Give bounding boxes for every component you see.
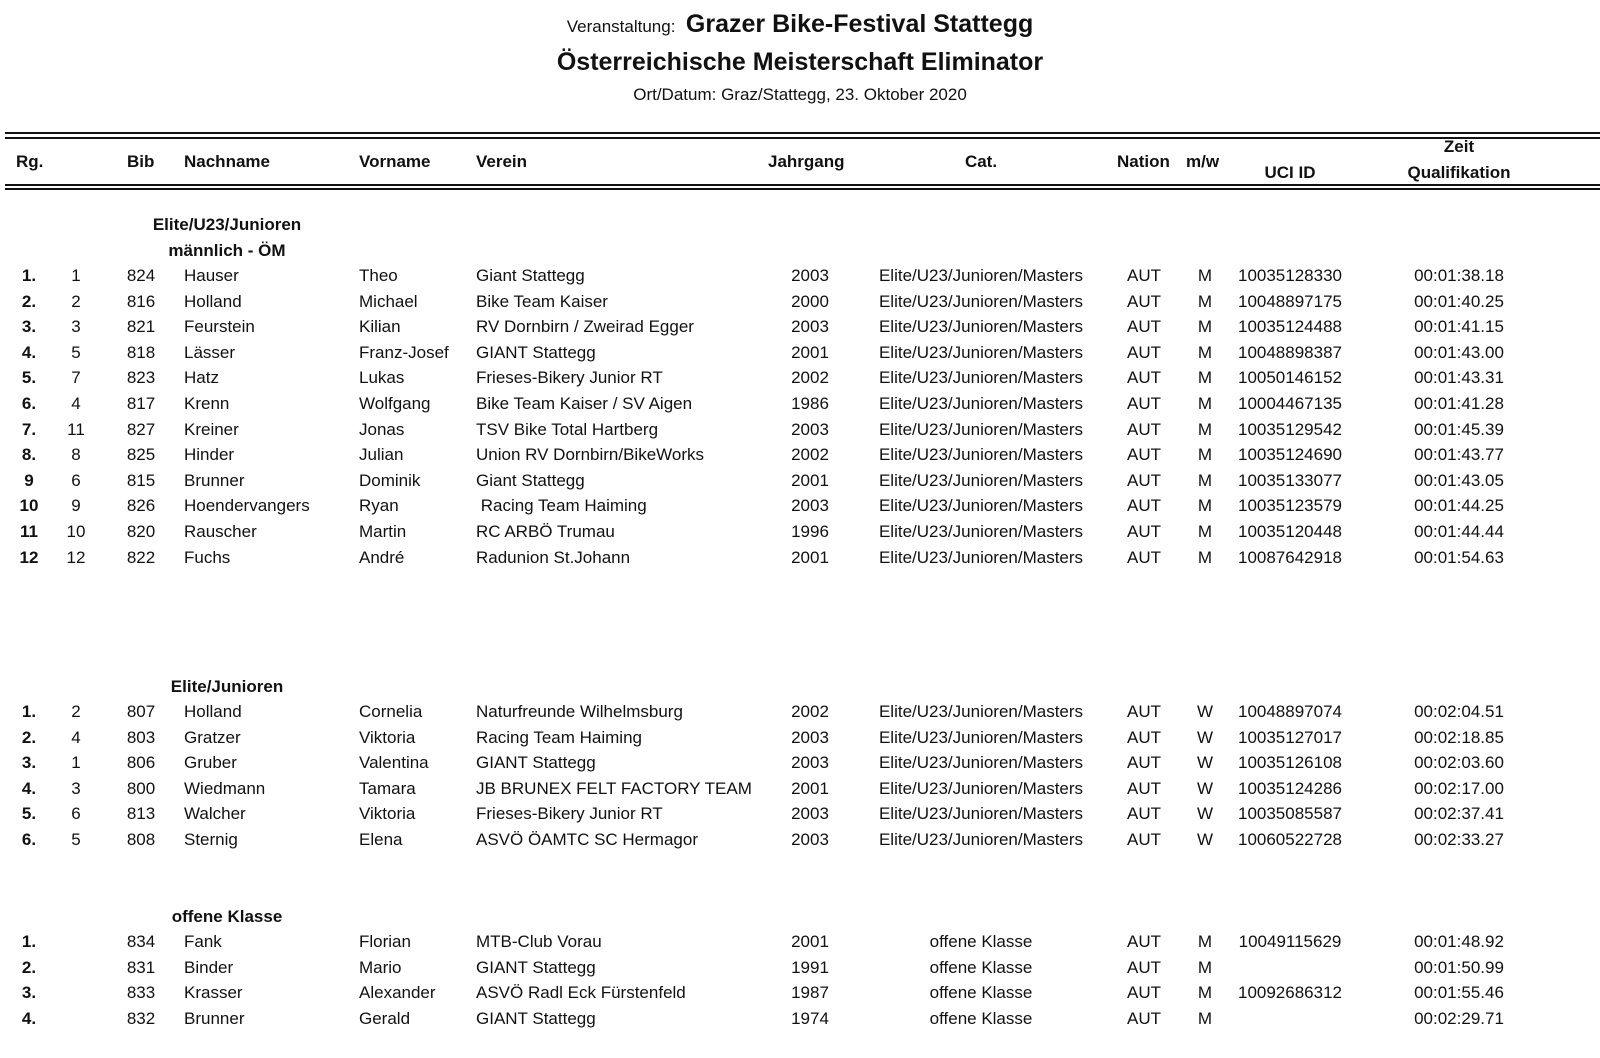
- result-rank: 6.: [21, 830, 37, 849]
- result-bib: 803: [126, 727, 156, 747]
- result-nation: AUT: [1127, 496, 1161, 516]
- result-last: Fank: [184, 932, 222, 951]
- result-time: 00:01:40.25: [1414, 291, 1504, 311]
- result-year: 1996: [791, 522, 829, 541]
- result-mw: M: [1197, 419, 1213, 439]
- event-name: Grazer Bike-Festival Stattegg: [685, 10, 1034, 38]
- result-club: Union RV Dornbirn/BikeWorks: [476, 445, 705, 465]
- result-last: Brunner: [184, 1008, 245, 1028]
- result-last: Holland: [184, 291, 242, 311]
- result-club: Bike Team Kaiser / SV Aigen: [476, 394, 693, 413]
- result-time: 00:01:38.18: [1414, 266, 1504, 285]
- result-club: TSV Bike Total Hartberg: [476, 419, 659, 439]
- result-year: 2003: [791, 753, 829, 773]
- result-cat: Elite/U23/Junioren/Masters: [878, 445, 1084, 465]
- result-club: Bike Team Kaiser: [476, 291, 608, 311]
- result-uci: 10035085587: [1237, 804, 1343, 824]
- result-year: 2003: [791, 727, 829, 747]
- result-uci: 10050146152: [1237, 368, 1343, 388]
- result-mw: M: [1197, 932, 1213, 951]
- result-bib: 832: [126, 1008, 156, 1028]
- result-year: 2003: [791, 317, 829, 337]
- result-start: 6: [71, 804, 81, 824]
- result-year: 1987: [791, 983, 829, 1003]
- result-rank: 6.: [21, 394, 37, 413]
- result-year: 2003: [791, 830, 829, 849]
- result-cat: Elite/U23/Junioren/Masters: [878, 496, 1084, 516]
- result-time: 00:02:18.85: [1414, 727, 1504, 747]
- result-year: 2003: [791, 266, 829, 285]
- result-cat: Elite/U23/Junioren/Masters: [878, 753, 1084, 773]
- result-uci: 10048897175: [1237, 291, 1343, 311]
- result-nation: AUT: [1127, 291, 1161, 311]
- page-subtitle: Österreichische Meisterschaft Eliminator: [556, 48, 1044, 76]
- result-last: Krenn: [184, 394, 230, 413]
- result-rank: 5.: [21, 804, 37, 824]
- result-bib: 827: [126, 419, 156, 439]
- result-cat: Elite/U23/Junioren/Masters: [878, 778, 1084, 798]
- result-year: 2003: [791, 496, 829, 516]
- result-uci: 10060522728: [1237, 830, 1343, 849]
- col-time-line1: Zeit: [1443, 137, 1475, 156]
- result-nation: AUT: [1127, 702, 1161, 721]
- header-rule-top-1: [5, 132, 1600, 134]
- result-time: 00:01:48.92: [1414, 932, 1504, 951]
- result-start: 7: [71, 368, 81, 388]
- result-club: Radunion St.Johann: [476, 547, 631, 567]
- result-year: 1991: [791, 957, 829, 977]
- result-club: Naturfreunde Wilhelmsburg: [476, 702, 683, 721]
- result-bib: 823: [126, 368, 156, 388]
- result-last: Sternig: [184, 830, 238, 849]
- result-uci: 10035129542: [1237, 419, 1343, 439]
- result-cat: Elite/U23/Junioren/Masters: [878, 317, 1084, 337]
- result-mw: M: [1197, 983, 1213, 1003]
- result-time: 00:01:43.05: [1414, 470, 1504, 490]
- result-uci: 10048898387: [1237, 342, 1343, 362]
- result-nation: AUT: [1127, 1008, 1161, 1028]
- result-last: Fuchs: [184, 547, 231, 567]
- result-club: MTB-Club Vorau: [476, 932, 602, 951]
- result-rank: 12: [19, 547, 39, 567]
- result-first: Tamara: [359, 778, 416, 798]
- result-uci: 10035133077: [1237, 470, 1343, 490]
- result-start: 3: [71, 317, 81, 337]
- result-year: 2003: [791, 804, 829, 824]
- result-nation: AUT: [1127, 932, 1161, 951]
- result-rank: 3.: [21, 983, 37, 1003]
- result-rank: 1.: [21, 702, 37, 721]
- result-last: Gratzer: [184, 727, 241, 747]
- result-start: 4: [71, 394, 81, 413]
- result-cat: Elite/U23/Junioren/Masters: [878, 702, 1084, 721]
- result-bib: 818: [126, 342, 156, 362]
- result-uci: 10092686312: [1237, 983, 1343, 1003]
- result-mw: M: [1197, 496, 1213, 516]
- col-gender: m/w: [1186, 152, 1220, 171]
- header-rule-top-2: [5, 137, 1600, 139]
- result-mw: M: [1197, 291, 1213, 311]
- result-nation: AUT: [1127, 266, 1161, 285]
- result-time: 00:01:45.39: [1414, 419, 1504, 439]
- result-first: Valentina: [359, 753, 429, 773]
- result-last: Hoendervangers: [184, 496, 310, 516]
- col-uci-id: UCI ID: [1264, 163, 1316, 182]
- result-mw: M: [1197, 266, 1213, 285]
- result-last: Krasser: [184, 983, 243, 1003]
- result-rank: 2.: [21, 957, 37, 977]
- result-club: ASVÖ ÖAMTC SC Hermagor: [476, 830, 698, 849]
- result-club: GIANT Stattegg: [476, 753, 596, 773]
- location-date: Ort/Datum: Graz/Stattegg, 23. Oktober 2020: [633, 85, 967, 104]
- result-rank: 3.: [21, 317, 37, 337]
- result-last: Kreiner: [184, 419, 239, 439]
- result-first: Kilian: [359, 317, 401, 337]
- result-year: 2001: [791, 778, 829, 798]
- result-bib: 826: [126, 496, 156, 516]
- result-mw: M: [1197, 445, 1213, 465]
- result-bib: 808: [126, 830, 156, 849]
- result-start: 1: [71, 753, 81, 773]
- col-nation: Nation: [1117, 152, 1170, 171]
- result-rank: 2.: [21, 291, 37, 311]
- result-start: 3: [71, 778, 81, 798]
- result-rank: 3.: [21, 753, 37, 773]
- result-last: Brunner: [184, 470, 245, 490]
- section-title-line: männlich - ÖM: [168, 241, 286, 260]
- result-cat: Elite/U23/Junioren/Masters: [878, 394, 1084, 413]
- section-title: [172, 904, 283, 930]
- result-cat: Elite/U23/Junioren/Masters: [878, 368, 1084, 388]
- result-club: GIANT Stattegg: [476, 957, 596, 977]
- result-start: 6: [71, 470, 81, 490]
- result-first: Alexander: [359, 983, 436, 1003]
- result-first: Ryan: [359, 496, 399, 516]
- result-year: 2002: [791, 445, 829, 465]
- event-heading: [0, 10, 1600, 39]
- result-club: Frieses-Bikery Junior RT: [476, 804, 663, 824]
- result-uci: 10035126108: [1237, 753, 1343, 773]
- result-time: 00:01:43.77: [1414, 445, 1504, 465]
- result-time: 00:02:17.00: [1414, 778, 1504, 798]
- result-cat: Elite/U23/Junioren/Masters: [878, 419, 1084, 439]
- result-last: Holland: [184, 702, 242, 721]
- result-club: Frieses-Bikery Junior RT: [476, 368, 663, 388]
- col-firstname: Vorname: [359, 152, 431, 171]
- result-start: 11: [67, 419, 85, 439]
- result-bib: 824: [126, 266, 156, 285]
- result-club: RC ARBÖ Trumau: [476, 522, 615, 541]
- result-start: 10: [66, 522, 86, 541]
- result-cat: offene Klasse: [929, 1008, 1033, 1028]
- result-time: 00:02:03.60: [1414, 753, 1504, 773]
- result-bib: 834: [126, 932, 156, 951]
- result-cat: Elite/U23/Junioren/Masters: [878, 830, 1084, 849]
- result-mw: W: [1196, 702, 1214, 721]
- result-cat: Elite/U23/Junioren/Masters: [878, 266, 1084, 285]
- section-title: [153, 212, 301, 264]
- result-first: Michael: [359, 291, 418, 311]
- result-time: 00:01:41.15: [1414, 317, 1504, 337]
- result-bib: 822: [126, 547, 156, 567]
- result-nation: AUT: [1127, 547, 1161, 567]
- result-time: 00:01:43.31: [1414, 368, 1504, 388]
- result-cat: Elite/U23/Junioren/Masters: [878, 522, 1084, 541]
- result-first: Jonas: [359, 419, 405, 439]
- result-start: 5: [71, 342, 81, 362]
- result-first: Julian: [359, 445, 404, 465]
- result-nation: AUT: [1127, 804, 1161, 824]
- result-nation: AUT: [1127, 727, 1161, 747]
- result-uci: 10048897074: [1237, 702, 1343, 721]
- result-club: Giant Stattegg: [476, 266, 585, 285]
- result-rank: 10: [19, 496, 39, 516]
- result-mw: W: [1196, 753, 1214, 773]
- section-title-line: offene Klasse: [171, 907, 283, 926]
- result-uci: 10035124286: [1237, 778, 1343, 798]
- result-year: 2002: [791, 702, 829, 721]
- result-mw: M: [1197, 522, 1213, 541]
- col-bib: Bib: [127, 152, 155, 171]
- result-uci: 10087642918: [1237, 547, 1343, 567]
- result-last: Hauser: [184, 266, 239, 285]
- result-first: Viktoria: [359, 804, 416, 824]
- result-time: 00:01:41.28: [1414, 394, 1504, 413]
- result-rank: 7.: [21, 419, 37, 439]
- result-rank: 2.: [21, 727, 37, 747]
- result-first: Cornelia: [359, 702, 423, 721]
- result-year: 1974: [791, 1008, 829, 1028]
- col-lastname: Nachname: [184, 152, 270, 171]
- result-start: 12: [66, 547, 86, 567]
- result-time: 00:01:44.25: [1414, 496, 1504, 516]
- result-club: Giant Stattegg: [476, 470, 585, 490]
- result-cat: offene Klasse: [929, 932, 1033, 951]
- result-bib: 800: [126, 778, 156, 798]
- result-year: 2001: [791, 547, 829, 567]
- result-start: 1: [71, 266, 81, 285]
- result-nation: AUT: [1127, 317, 1161, 337]
- result-uci: 10049115629: [1238, 932, 1342, 951]
- result-mw: M: [1197, 317, 1213, 337]
- col-year: Jahrgang: [768, 152, 845, 171]
- result-year: 2001: [791, 342, 829, 362]
- result-club: JB BRUNEX FELT FACTORY TEAM: [476, 778, 752, 798]
- result-year: 1986: [791, 394, 829, 413]
- result-first: Florian: [359, 932, 411, 951]
- result-mw: M: [1197, 1008, 1213, 1028]
- result-time: 00:02:37.41: [1414, 804, 1504, 824]
- result-mw: M: [1197, 342, 1213, 362]
- result-time: 00:01:50.99: [1414, 957, 1504, 977]
- result-time: 00:01:54.63: [1414, 547, 1504, 567]
- col-category: Cat.: [964, 152, 998, 171]
- result-last: Gruber: [184, 753, 237, 773]
- event-label: Veranstaltung:: [566, 17, 676, 36]
- result-start: 9: [71, 496, 81, 516]
- result-nation: AUT: [1127, 830, 1161, 849]
- result-mw: M: [1197, 394, 1213, 413]
- result-bib: 821: [126, 317, 156, 337]
- result-bib: 815: [126, 470, 156, 490]
- result-bib: 817: [126, 394, 156, 413]
- result-bib: 813: [126, 804, 156, 824]
- result-time: 00:01:55.46: [1414, 983, 1504, 1003]
- result-nation: AUT: [1127, 778, 1161, 798]
- result-rank: 4.: [21, 342, 37, 362]
- result-rank: 4.: [21, 1008, 37, 1028]
- result-cat: Elite/U23/Junioren/Masters: [878, 804, 1084, 824]
- result-cat: Elite/U23/Junioren/Masters: [878, 342, 1084, 362]
- result-bib: 816: [126, 291, 156, 311]
- result-time: 00:01:44.44: [1414, 522, 1504, 541]
- result-last: Rauscher: [184, 522, 257, 541]
- header-rule-bottom-2: [5, 188, 1600, 190]
- col-rank: Rg.: [16, 152, 44, 171]
- result-year: 2001: [791, 932, 829, 951]
- result-start: 5: [71, 830, 81, 849]
- result-mw: M: [1197, 368, 1213, 388]
- result-last: Walcher: [184, 804, 246, 824]
- result-nation: AUT: [1127, 957, 1161, 977]
- result-mw: W: [1196, 830, 1214, 849]
- result-bib: 831: [126, 957, 156, 977]
- result-first: Wolfgang: [359, 394, 431, 413]
- result-rank: 9: [24, 470, 34, 490]
- result-cat: Elite/U23/Junioren/Masters: [878, 547, 1084, 567]
- result-club: GIANT Stattegg: [476, 1008, 596, 1028]
- result-rank: 4.: [21, 778, 37, 798]
- col-time-line2: Qualifikation: [1407, 163, 1511, 182]
- result-first: Theo: [359, 266, 398, 285]
- result-mw: W: [1196, 804, 1214, 824]
- result-nation: AUT: [1127, 368, 1161, 388]
- result-club: GIANT Stattegg: [476, 342, 596, 362]
- result-rank: 11: [20, 522, 38, 541]
- result-bib: 806: [126, 753, 156, 773]
- section-title: [171, 674, 283, 700]
- result-time: 00:02:29.71: [1414, 1008, 1504, 1028]
- result-mw: M: [1197, 547, 1213, 567]
- result-club: Racing Team Haiming: [476, 727, 642, 747]
- result-uci: 10035128330: [1237, 266, 1343, 285]
- section-title-line: Elite/Junioren: [170, 677, 284, 696]
- result-nation: AUT: [1127, 419, 1161, 439]
- result-rank: 8.: [21, 445, 37, 465]
- result-uci: 10035127017: [1237, 727, 1343, 747]
- result-nation: AUT: [1127, 522, 1161, 541]
- result-club: RV Dornbirn / Zweirad Egger: [476, 317, 694, 337]
- result-bib: 833: [126, 983, 156, 1003]
- result-year: 2001: [791, 470, 829, 490]
- result-last: Hatz: [184, 368, 219, 388]
- result-nation: AUT: [1127, 983, 1161, 1003]
- result-last: Feurstein: [184, 317, 255, 337]
- result-year: 2002: [791, 368, 829, 388]
- result-start: 8: [71, 445, 81, 465]
- result-last: Binder: [184, 957, 234, 977]
- result-nation: AUT: [1127, 445, 1161, 465]
- result-uci: 10035120448: [1237, 522, 1343, 541]
- result-bib: 825: [126, 445, 156, 465]
- result-year: 2000: [791, 291, 829, 311]
- result-uci: 10004467135: [1237, 394, 1343, 413]
- result-last: Hinder: [184, 445, 235, 465]
- result-last: Lässer: [184, 342, 236, 362]
- result-club: ASVÖ Radl Eck Fürstenfeld: [476, 983, 686, 1003]
- col-club: Verein: [476, 152, 528, 171]
- result-mw: W: [1196, 778, 1214, 798]
- section-title-line: Elite/U23/Junioren: [152, 215, 302, 234]
- result-time: 00:01:43.00: [1414, 342, 1504, 362]
- result-nation: AUT: [1127, 342, 1161, 362]
- result-rank: 1.: [21, 266, 37, 285]
- result-start: 2: [71, 702, 81, 721]
- result-rank: 1.: [21, 932, 37, 951]
- result-first: Elena: [359, 830, 403, 849]
- result-nation: AUT: [1127, 394, 1161, 413]
- result-first: Franz-Josef: [359, 342, 449, 362]
- result-bib: 820: [126, 522, 156, 541]
- result-nation: AUT: [1127, 470, 1161, 490]
- result-first: Viktoria: [359, 727, 416, 747]
- result-mw: W: [1196, 727, 1214, 747]
- result-rank: 5.: [21, 368, 37, 388]
- result-mw: M: [1197, 470, 1213, 490]
- header-rule-bottom-1: [5, 184, 1600, 186]
- result-first: André: [359, 547, 405, 567]
- result-cat: Elite/U23/Junioren/Masters: [878, 727, 1084, 747]
- result-time: 00:02:33.27: [1414, 830, 1504, 849]
- result-first: Gerald: [359, 1008, 411, 1028]
- result-year: 2003: [791, 419, 829, 439]
- result-cat: offene Klasse: [929, 957, 1033, 977]
- result-cat: Elite/U23/Junioren/Masters: [878, 291, 1084, 311]
- result-cat: offene Klasse: [929, 983, 1033, 1003]
- result-first: Dominik: [359, 470, 421, 490]
- result-club: Racing Team Haiming: [476, 496, 647, 516]
- result-bib: 807: [126, 702, 156, 721]
- result-time: 00:02:04.51: [1414, 702, 1504, 721]
- result-start: 4: [71, 727, 81, 747]
- result-start: 2: [71, 291, 81, 311]
- result-uci: 10035123579: [1237, 496, 1343, 516]
- result-first: Martin: [359, 522, 407, 541]
- result-mw: M: [1197, 957, 1213, 977]
- result-cat: Elite/U23/Junioren/Masters: [878, 470, 1084, 490]
- result-uci: 10035124488: [1237, 317, 1343, 337]
- result-nation: AUT: [1127, 753, 1161, 773]
- result-last: Wiedmann: [184, 778, 266, 798]
- result-first: Mario: [359, 957, 402, 977]
- result-uci: 10035124690: [1237, 445, 1343, 465]
- result-first: Lukas: [359, 368, 405, 388]
